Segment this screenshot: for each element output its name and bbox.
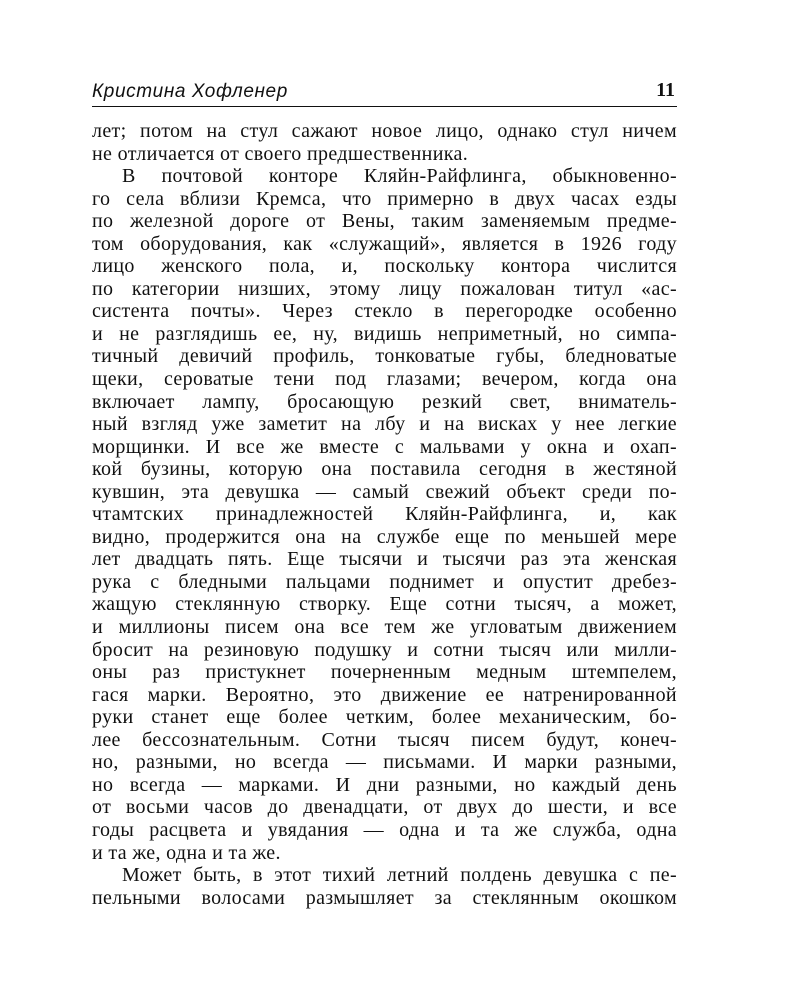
text-line: лет; потом на стул сажают новое лицо, однако стул ничем (92, 120, 677, 142)
text-line: бросит на резиновую подушку и сотни тысяч или милли- (92, 638, 677, 661)
text-line: и миллионы писем она все тем же угловатым движением (92, 616, 677, 639)
text-line: от восьми часов до двенадцати, от двух до шести, и все (92, 796, 677, 819)
text-line: тичный девичий профиль, тонковатые губы, бледноватые (92, 345, 677, 368)
text-line: видно, продержится она на службе еще по меньшей мере (92, 525, 677, 548)
text-line: по железной дороге от Вены, таким заменяемым предме- (92, 210, 677, 233)
text-line: пельными волосами размышляет за стеклянным окошком (92, 886, 677, 909)
text-line: включает лампу, бросающую резкий свет, вниматель- (92, 390, 677, 413)
text-line: и не разглядишь ее, ну, видишь неприметный, но симпа- (92, 322, 677, 345)
text-line: Может быть, в этот тихий летний полдень девушка с пе- (122, 864, 677, 887)
text-line: В почтовой конторе Кляйн-Райфлинга, обыкновенно- (122, 165, 677, 188)
text-line: и та же, одна и та же. (92, 841, 281, 864)
text-line: годы расцвета и увядания — одна и та же служба, одна (92, 818, 677, 841)
text-line: ный взгляд уже заметит на лбу и на висках у нее легкие (92, 413, 677, 436)
text-line: кувшин, эта девушка — самый свежий объект среди по- (92, 480, 677, 503)
text-line: морщинки. И все же вместе с мальвами у окна и охап- (92, 435, 677, 458)
running-header-author: Кристина Хофленер (92, 81, 288, 102)
text-line: оны раз пристукнет почерненным медным штемпелем, (92, 661, 677, 684)
text-line: по категории низших, этому лицу пожалован титул «ас- (92, 277, 677, 300)
text-line: руки станет еще более четким, более механическим, бо- (92, 706, 677, 729)
text-line: лицо женского пола, и, поскольку контора числится (92, 255, 677, 278)
text-line: чтамтских принадлежностей Кляйн-Райфлинга, и, как (92, 503, 677, 526)
text-line: го села вблизи Кремса, что примерно в двух часах езды (92, 187, 677, 210)
text-line: гася марки. Вероятно, это движение ее натренированной (92, 683, 677, 706)
running-header (92, 78, 677, 107)
text-line: систента почты». Через стекло в перегородке особенно (92, 300, 677, 323)
text-line: том оборудования, как «служащий», является в 1926 году (92, 232, 677, 255)
text-line: кой бузины, которую она поставила сегодня в жестяной (92, 458, 677, 481)
text-line: щеки, сероватые тени под глазами; вечером, когда она (92, 368, 677, 391)
text-line: лее бессознательным. Сотни тысяч писем будут, конеч- (92, 728, 677, 751)
text-line: жащую стеклянную створку. Еще сотни тысяч, а может, (92, 593, 677, 616)
text-line: но всегда — марками. И дни разными, но каждый день (92, 773, 677, 796)
body-text (92, 120, 677, 909)
text-line: рука с бледными пальцами поднимет и опустит дребез- (92, 570, 677, 593)
text-line: лет двадцать пять. Еще тысячи и тысячи раз эта женская (92, 548, 677, 571)
text-line: но, разными, но всегда — письмами. И марки разными, (92, 751, 677, 774)
page-number: 11 (656, 79, 675, 101)
book-page (92, 78, 677, 909)
text-line: не отличается от своего предшественника. (92, 142, 469, 165)
